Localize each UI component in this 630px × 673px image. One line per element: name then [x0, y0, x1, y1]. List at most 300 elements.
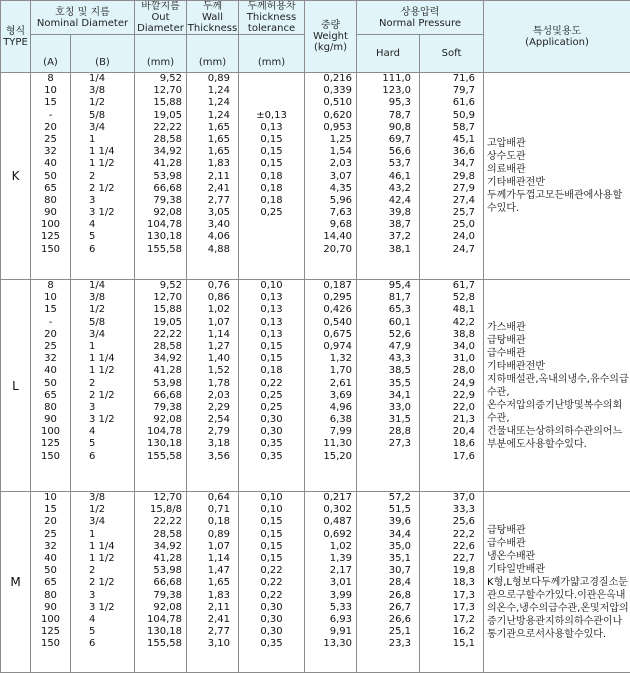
cell-value: 0,13	[239, 122, 304, 134]
cell-value: 130,18	[135, 626, 186, 638]
cell-value: 0,15	[239, 134, 304, 146]
cell-value: -	[31, 317, 70, 329]
cell-value: 20,70	[305, 244, 356, 256]
cell-value: 3,56	[187, 451, 238, 463]
cell-value: 12,70	[135, 492, 186, 504]
cell-value: 28,4	[357, 577, 419, 589]
cell-value: 15,1	[420, 638, 483, 650]
cell-value: 80	[31, 590, 70, 602]
cell-value: 39,6	[357, 516, 419, 528]
col-nominal-b	[71, 492, 135, 673]
col-thickness-tolerance	[239, 492, 305, 673]
header-thickness-tolerance	[239, 1, 305, 35]
cell-value: 61,7	[420, 280, 483, 292]
header-app-en: (Application)	[484, 37, 630, 48]
cell-value: 30,7	[357, 565, 419, 577]
cell-value: 25,6	[420, 516, 483, 528]
cell-value: 0,13	[239, 317, 304, 329]
cell-value: 19,05	[135, 317, 186, 329]
application-cell-l	[484, 280, 630, 492]
cell-value: 0,487	[305, 516, 356, 528]
application-line: 기타배관전반	[487, 360, 630, 373]
col-thickness-tolerance	[239, 280, 305, 492]
cell-value: 26,8	[357, 590, 419, 602]
application-line: K형,L형보다두께가얇고경질소둔관으로구할수가있다.이관은옥내의온수,냉수의급수관,온및저압의증기난방용관지하의하수관이나통기관으로서사용할수있다.	[487, 576, 630, 641]
cell-value: 65,3	[357, 304, 419, 316]
cell-value: 1,52	[187, 365, 238, 377]
cell-value: 0,18	[239, 195, 304, 207]
application-line: 급수배관	[487, 347, 630, 360]
cell-value: 37,0	[420, 492, 483, 504]
cell-value: 9,68	[305, 219, 356, 231]
cell-value: 33,0	[357, 402, 419, 414]
cell-value: 1/2	[71, 504, 134, 516]
cell-value: 79,7	[420, 85, 483, 97]
cell-value: 18,3	[420, 577, 483, 589]
col-wall-thickness	[187, 73, 239, 280]
cell-value: 9,91	[305, 626, 356, 638]
table-header	[1, 1, 630, 73]
header-app-ko: 특성및용도	[484, 26, 630, 37]
cell-value: 3,01	[305, 577, 356, 589]
group-k-row	[1, 73, 630, 280]
cell-value: 111,0	[357, 73, 419, 85]
cell-value: 22,2	[420, 529, 483, 541]
cell-value: 39,8	[357, 207, 419, 219]
cell-value: 80	[31, 195, 70, 207]
cell-value: 5/8	[71, 317, 134, 329]
cell-value: 2,11	[187, 171, 238, 183]
cell-value: 2	[71, 565, 134, 577]
cell-value: 22,7	[420, 553, 483, 565]
cell-value: 0,76	[187, 280, 238, 292]
cell-value: 1,65	[187, 146, 238, 158]
cell-value: 0,15	[239, 553, 304, 565]
header-wall-en2: Thickness	[187, 23, 238, 34]
cell-value: 22,22	[135, 516, 186, 528]
cell-value: 17,2	[420, 614, 483, 626]
header-tol-en1: Thickness	[239, 12, 304, 23]
cell-value: 0,15	[239, 516, 304, 528]
header-tol-en2: tolerance	[239, 23, 304, 34]
cell-value: 40	[31, 553, 70, 565]
cell-value: 3,10	[187, 638, 238, 650]
header-hard: Hard	[357, 35, 420, 73]
cell-value: 100	[31, 614, 70, 626]
cell-value	[239, 85, 304, 97]
application-line: 급수배관	[487, 537, 630, 550]
cell-value: 50	[31, 171, 70, 183]
cell-value: 92,08	[135, 207, 186, 219]
cell-value: 50,9	[420, 110, 483, 122]
cell-value: 155,58	[135, 638, 186, 650]
cell-value: 22,6	[420, 541, 483, 553]
cell-value: 3,40	[187, 219, 238, 231]
cell-value: 1/4	[71, 280, 134, 292]
cell-value: 1,07	[187, 541, 238, 553]
cell-value: 1,54	[305, 146, 356, 158]
cell-value: 1,32	[305, 353, 356, 365]
header-wall-ko: 두께	[187, 1, 238, 12]
cell-value: 104,78	[135, 219, 186, 231]
cell-value: 2 1/2	[71, 183, 134, 195]
cell-value: 58,7	[420, 122, 483, 134]
cell-value: 46,1	[357, 171, 419, 183]
cell-value: 0,35	[239, 451, 304, 463]
col-pressure-hard	[357, 73, 420, 280]
cell-value: 35,5	[357, 378, 419, 390]
cell-value: 4	[71, 219, 134, 231]
cell-value: 15,88	[135, 304, 186, 316]
application-line: 온수저압의증기난방및복수의회수관,	[487, 399, 630, 425]
col-pressure-soft	[420, 73, 484, 280]
cell-value: 23,3	[357, 638, 419, 650]
cell-value: 69,7	[357, 134, 419, 146]
cell-value: 14,40	[305, 231, 356, 243]
header-nominal-en: Nominal Diameter	[31, 18, 134, 29]
cell-value: 3	[71, 402, 134, 414]
cell-value: 66,68	[135, 183, 186, 195]
cell-value: 3	[71, 590, 134, 602]
cell-value: 3,18	[187, 438, 238, 450]
cell-value: 38,5	[357, 365, 419, 377]
header-nominal-ko: 호칭 및 지름	[31, 7, 134, 18]
cell-value: 0,510	[305, 97, 356, 109]
cell-value: 5,33	[305, 602, 356, 614]
cell-value: 150	[31, 451, 70, 463]
cell-value: 0,30	[239, 614, 304, 626]
cell-value: 34,92	[135, 541, 186, 553]
cell-value: 19,05	[135, 110, 186, 122]
application-line: 건물내또는상하의하수관의어느부분에도사용할수있다.	[487, 425, 630, 451]
cell-value: 1/2	[71, 97, 134, 109]
header-nominal-diameter	[31, 1, 135, 35]
application-line: 고압배관	[487, 137, 630, 150]
cell-value: 0,71	[187, 504, 238, 516]
cell-value: 1	[71, 134, 134, 146]
cell-value: 43,3	[357, 353, 419, 365]
application-cell-k	[484, 73, 630, 280]
col-wall-thickness	[187, 492, 239, 673]
cell-value: 11,30	[305, 438, 356, 450]
cell-value: 34,1	[357, 390, 419, 402]
cell-value: 34,92	[135, 353, 186, 365]
cell-value: 42,2	[420, 317, 483, 329]
cell-value: 57,2	[357, 492, 419, 504]
cell-value: 0,25	[239, 207, 304, 219]
cell-value: 1 1/4	[71, 541, 134, 553]
cell-value: 56,6	[357, 146, 419, 158]
cell-value	[239, 97, 304, 109]
cell-value: 104,78	[135, 426, 186, 438]
application-line: 가스배관	[487, 321, 630, 334]
cell-value: 38,1	[357, 244, 419, 256]
cell-value: 1,70	[305, 365, 356, 377]
cell-value: 1,24	[187, 97, 238, 109]
cell-value: 27,4	[420, 195, 483, 207]
cell-value: 41,28	[135, 553, 186, 565]
cell-value: 38,7	[357, 219, 419, 231]
cell-value: 10	[31, 492, 70, 504]
cell-value: 90	[31, 602, 70, 614]
cell-value: 8	[31, 73, 70, 85]
cell-value: 20	[31, 516, 70, 528]
cell-value: 90	[31, 207, 70, 219]
cell-value: 1,07	[187, 317, 238, 329]
cell-value: 0,13	[239, 329, 304, 341]
col-pressure-soft	[420, 492, 484, 673]
cell-value: 40	[31, 158, 70, 170]
cell-value: 32	[31, 353, 70, 365]
cell-value: 1,14	[187, 553, 238, 565]
cell-value: 3/4	[71, 516, 134, 528]
header-wall-unit: (mm)	[187, 35, 239, 73]
col-nominal-a	[31, 280, 71, 492]
application-line: 급탕배관	[487, 334, 630, 347]
cell-value: -	[31, 110, 70, 122]
cell-value: 2,03	[305, 158, 356, 170]
cell-value: 2,11	[187, 602, 238, 614]
cell-value: 53,98	[135, 171, 186, 183]
cell-value: 18,6	[420, 438, 483, 450]
cell-value: 5	[71, 438, 134, 450]
cell-value: 92,08	[135, 602, 186, 614]
cell-value: 12,70	[135, 85, 186, 97]
cell-value: 0,15	[239, 353, 304, 365]
cell-value: 100	[31, 426, 70, 438]
cell-value: 71,6	[420, 73, 483, 85]
cell-value: 1 1/4	[71, 353, 134, 365]
col-nominal-b	[71, 73, 135, 280]
cell-value: 32	[31, 146, 70, 158]
cell-value: 0,22	[239, 590, 304, 602]
cell-value: 150	[31, 638, 70, 650]
cell-value: 150	[31, 244, 70, 256]
cell-value: ±0,13	[239, 110, 304, 122]
cell-value: 0,15	[239, 158, 304, 170]
col-nominal-a	[31, 73, 71, 280]
cell-value: 95,4	[357, 280, 419, 292]
cell-value: 25	[31, 529, 70, 541]
cell-value: 0,18	[239, 365, 304, 377]
cell-value	[239, 231, 304, 243]
cell-value: 0,15	[239, 146, 304, 158]
cell-value: 65	[31, 390, 70, 402]
cell-value: 80	[31, 402, 70, 414]
header-pressure-en: Normal Pressure	[357, 18, 483, 29]
cell-value: 0,620	[305, 110, 356, 122]
col-pressure-soft	[420, 280, 484, 492]
header-weight-unit: (kg/m)	[305, 42, 356, 53]
cell-value: 53,7	[357, 158, 419, 170]
cell-value: 10	[31, 85, 70, 97]
cell-value: 0,30	[239, 602, 304, 614]
cell-value: 0,22	[239, 565, 304, 577]
cell-value: 0,25	[239, 402, 304, 414]
cell-value: 2,41	[187, 614, 238, 626]
cell-value: 0,22	[239, 577, 304, 589]
cell-value: 123,0	[357, 85, 419, 97]
header-wall-en1: Wall	[187, 12, 238, 23]
cell-value: 2,03	[187, 390, 238, 402]
cell-value: 0,953	[305, 122, 356, 134]
cell-value	[239, 73, 304, 85]
cell-value: 1/4	[71, 73, 134, 85]
header-nominal-a: (A)	[31, 35, 71, 73]
cell-value: 24,7	[420, 244, 483, 256]
cell-value: 5,96	[305, 195, 356, 207]
cell-value: 24,0	[420, 231, 483, 243]
cell-value: 3 1/2	[71, 207, 134, 219]
header-od-unit: (mm)	[135, 35, 187, 73]
cell-value: 65	[31, 183, 70, 195]
cell-value: 0,30	[239, 626, 304, 638]
cell-value: 20	[31, 329, 70, 341]
cell-value: 34,0	[420, 341, 483, 353]
cell-value: 13,30	[305, 638, 356, 650]
cell-value: 22,22	[135, 122, 186, 134]
cell-value: 7,99	[305, 426, 356, 438]
cell-value: 25,1	[357, 626, 419, 638]
cell-value: 0,18	[239, 171, 304, 183]
cell-value	[357, 451, 419, 463]
col-outer-diameter	[135, 492, 187, 673]
cell-value: 22,0	[420, 402, 483, 414]
cell-value: 0,18	[239, 183, 304, 195]
cell-value: 0,13	[239, 304, 304, 316]
cell-value: 15	[31, 97, 70, 109]
header-outer-diameter	[135, 1, 187, 35]
cell-value: 1,83	[187, 590, 238, 602]
cell-value: 0,10	[239, 280, 304, 292]
cell-value: 0,540	[305, 317, 356, 329]
cell-value: 26,7	[357, 602, 419, 614]
cell-value: 34,92	[135, 146, 186, 158]
cell-value: 2 1/2	[71, 390, 134, 402]
cell-value: 95,3	[357, 97, 419, 109]
cell-value: 2,61	[305, 378, 356, 390]
cell-value: 60,1	[357, 317, 419, 329]
cell-value: 8	[31, 280, 70, 292]
cell-value: 45,1	[420, 134, 483, 146]
cell-value: 1,40	[187, 353, 238, 365]
cell-value: 3/8	[71, 492, 134, 504]
cell-value: 9,52	[135, 73, 186, 85]
cell-value: 50	[31, 378, 70, 390]
cell-value: 25,0	[420, 219, 483, 231]
cell-value: 15	[31, 504, 70, 516]
cell-value: 52,8	[420, 292, 483, 304]
cell-value: 92,08	[135, 414, 186, 426]
cell-value: 1,47	[187, 565, 238, 577]
cell-value: 0,217	[305, 492, 356, 504]
application-cell-m	[484, 492, 630, 673]
header-od-ko: 바깥지름	[135, 1, 186, 12]
cell-value: 4	[71, 614, 134, 626]
cell-value: 0,22	[239, 378, 304, 390]
cell-value: 26,6	[357, 614, 419, 626]
cell-value: 31,5	[357, 414, 419, 426]
cell-value: 6	[71, 638, 134, 650]
cell-value: 90	[31, 414, 70, 426]
cell-value: 6,93	[305, 614, 356, 626]
cell-value: 1,25	[305, 134, 356, 146]
cell-value: 33,3	[420, 504, 483, 516]
cell-value: 0,86	[187, 292, 238, 304]
col-wall-thickness	[187, 280, 239, 492]
cell-value: 21,3	[420, 414, 483, 426]
header-type-en: TYPE	[1, 37, 30, 48]
cell-value: 4,88	[187, 244, 238, 256]
cell-value: 41,28	[135, 158, 186, 170]
cell-value: 2,54	[187, 414, 238, 426]
header-weight-en: Weight	[305, 31, 356, 42]
cell-value: 125	[31, 626, 70, 638]
cell-value: 0,35	[239, 638, 304, 650]
cell-value: 2,29	[187, 402, 238, 414]
cell-value: 1,24	[187, 85, 238, 97]
cell-value: 37,2	[357, 231, 419, 243]
col-weight	[305, 73, 357, 280]
cell-value: 0,675	[305, 329, 356, 341]
application-line: 냉온수배관	[487, 550, 630, 563]
cell-value: 1 1/2	[71, 365, 134, 377]
cell-value: 5	[71, 626, 134, 638]
cell-value: 31,0	[420, 353, 483, 365]
cell-value: 3/4	[71, 122, 134, 134]
application-line: 의료배관	[487, 163, 630, 176]
col-pressure-hard	[357, 492, 420, 673]
cell-value: 0,30	[239, 426, 304, 438]
cell-value: 0,15	[239, 529, 304, 541]
application-line: 급탕배관	[487, 524, 630, 537]
cell-value: 0,25	[239, 390, 304, 402]
cell-value: 0,30	[239, 414, 304, 426]
cell-value: 52,6	[357, 329, 419, 341]
cell-value: 79,38	[135, 590, 186, 602]
cell-value: 17,6	[420, 451, 483, 463]
cell-value: 2,41	[187, 183, 238, 195]
cell-value: 1,02	[187, 304, 238, 316]
cell-value: 104,78	[135, 614, 186, 626]
cell-value: 17,3	[420, 602, 483, 614]
cell-value: 15	[31, 304, 70, 316]
cell-value: 20	[31, 122, 70, 134]
cell-value: 3,69	[305, 390, 356, 402]
cell-value: 36,6	[420, 146, 483, 158]
cell-value: 15,88	[135, 97, 186, 109]
cell-value: 81,7	[357, 292, 419, 304]
cell-value: 35,1	[357, 553, 419, 565]
cell-value: 1,39	[305, 553, 356, 565]
cell-value: 20,4	[420, 426, 483, 438]
table-body	[1, 73, 630, 673]
cell-value: 27,3	[357, 438, 419, 450]
cell-value: 1,65	[187, 577, 238, 589]
cell-value: 3,07	[305, 171, 356, 183]
header-normal-pressure	[357, 1, 484, 35]
header-weight-ko: 중량	[305, 20, 356, 31]
cell-value: 3 1/2	[71, 414, 134, 426]
cell-value: 3 1/2	[71, 602, 134, 614]
cell-value: 42,4	[357, 195, 419, 207]
col-weight	[305, 280, 357, 492]
cell-value: 27,9	[420, 183, 483, 195]
type-cell-l: L	[1, 280, 31, 492]
cell-value: 53,98	[135, 565, 186, 577]
cell-value: 1 1/2	[71, 158, 134, 170]
cell-value: 2,79	[187, 426, 238, 438]
